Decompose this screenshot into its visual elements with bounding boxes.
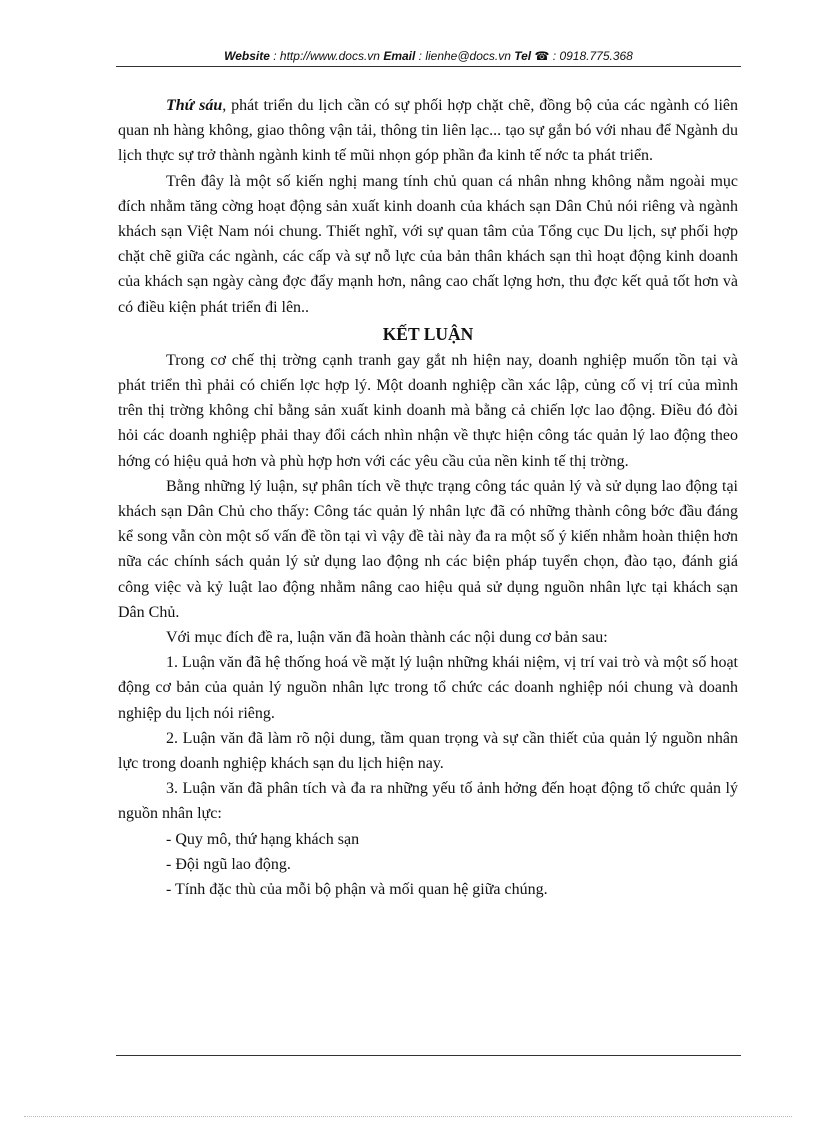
document-body <box>118 93 738 902</box>
email-label: Email <box>383 49 416 63</box>
footer-divider <box>116 1055 741 1056</box>
list-item: - Đội ngũ lao động. <box>166 855 291 873</box>
paragraph-text: , phát triển du lịch cần có sự phối hợp chặt chẽ, đồng bộ của các ngành có liên quan nh hàng không, giao thông vận tải, thông tin liên lạc... tạo sự gắn bó với nhau để Ngành du lịch thực sự trở thành ngành kinh tế mũi nhọn góp phần đa kinh tế nớc ta phát triển. <box>118 97 738 165</box>
website-label: Website <box>224 49 270 63</box>
paragraph-conclusion-2: Bằng những lý luận, sự phân tích về thực trạng công tác quản lý và sử dụng lao động tại khách sạn Dân Chủ cho thấy: Công tác quản lý nhân lực đã có những thành công bớc đầu đáng kể song vẫn còn một số vấn đề tồn tại vì vậy đề tài này đa ra một số ý kiến nhằm hoàn thiện hơn nữa các chính sách quản lý sử dụng lao động nh các biện pháp tuyển chọn, đào tạo, đánh giá công việc và kỷ luật lao động nhằm nâng cao hiệu quả sử dụng nguồn nhân lực tại khách sạn Dân Chủ. <box>118 477 738 621</box>
paragraph-recommendations-summary: Trên đây là một số kiến nghị mang tính chủ quan cá nhân nhng không nằm ngoài mục đích nhằm tăng cờng hoạt động sản xuất kinh doanh của khách sạn Dân Chủ nói riêng và ngành khách sạn Việt Nam nói chung. Thiết nghĩ, với sự quan tâm của Tổng cục Du lịch, sự phối hợp chặt chẽ giữa các ngành, các cấp và sự nỗ lực của bản thân khách sạn thì hoạt động kinh doanh của khách sạn ngày càng đợc đẩy mạnh hơn, nâng cao chất lợng hơn, thu đợc kết quả tốt hơn và có điều kiện phát triển đi lên.. <box>118 172 738 316</box>
header-divider <box>116 66 741 67</box>
paragraph-thu-sau <box>118 93 738 169</box>
list-item: - Tính đặc thù của mỗi bộ phận và mối quan hệ giữa chúng. <box>166 881 548 899</box>
website-value: : http://www.docs.vn <box>269 49 384 63</box>
conclusion-heading: KẾT LUẬN <box>382 323 474 344</box>
email-value: : lienhe@docs.vn <box>415 49 515 63</box>
page-header <box>116 49 741 63</box>
paragraph-conclusion-3: Với mục đích đề ra, luận văn đã hoàn thành các nội dung cơ bản sau: <box>166 629 608 647</box>
paragraph-item-2: 2. Luận văn đã làm rõ nội dung, tầm quan trọng và sự cần thiết của quản lý nguồn nhân lực trong doanh nghiệp khách sạn du lịch hiện nay. <box>118 729 738 773</box>
tel-label: Tel <box>514 49 532 63</box>
list-item: - Quy mô, thứ hạng khách sạn <box>166 830 360 848</box>
paragraph-item-1: 1. Luận văn đã hệ thống hoá về mặt lý luận những khái niệm, vị trí vai trò và một số hoạt động cơ bản của quản lý nguồn nhân lực trong tổ chức các doanh nghiệp nói chung và doanh nghiệp du lịch nói riêng. <box>118 654 738 722</box>
tel-value: : 0918.775.368 <box>549 49 633 63</box>
page-bottom-border <box>24 1116 792 1117</box>
paragraph-item-3: 3. Luận văn đã phân tích và đa ra những yếu tố ảnh hởng đến hoạt động tổ chức quản lý nguồn nhân lực: <box>118 780 738 823</box>
phone-icon: ☎ <box>534 49 550 63</box>
paragraph-conclusion-1: Trong cơ chế thị trờng cạnh tranh gay gắt nh hiện nay, doanh nghiệp muốn tồn tại và phát triển thì phải có chiến lợc hợp lý. Một doanh nghiệp cần xác lập, củng cố vị trí của mình trên thị trờng không chỉ bằng sản xuất kinh doanh mà bằng cả chiến lợc lao động. Điều đó đòi hỏi các doanh nghiệp phải thay đổi cách nhìn nhận về thực hiện công tác quản lý lao động theo hớng có hiệu quả hơn và phù hợp hơn với các yêu cầu của nền kinh tế thị trờng. <box>118 351 738 470</box>
paragraph-lead: Thứ sáu <box>166 97 223 114</box>
